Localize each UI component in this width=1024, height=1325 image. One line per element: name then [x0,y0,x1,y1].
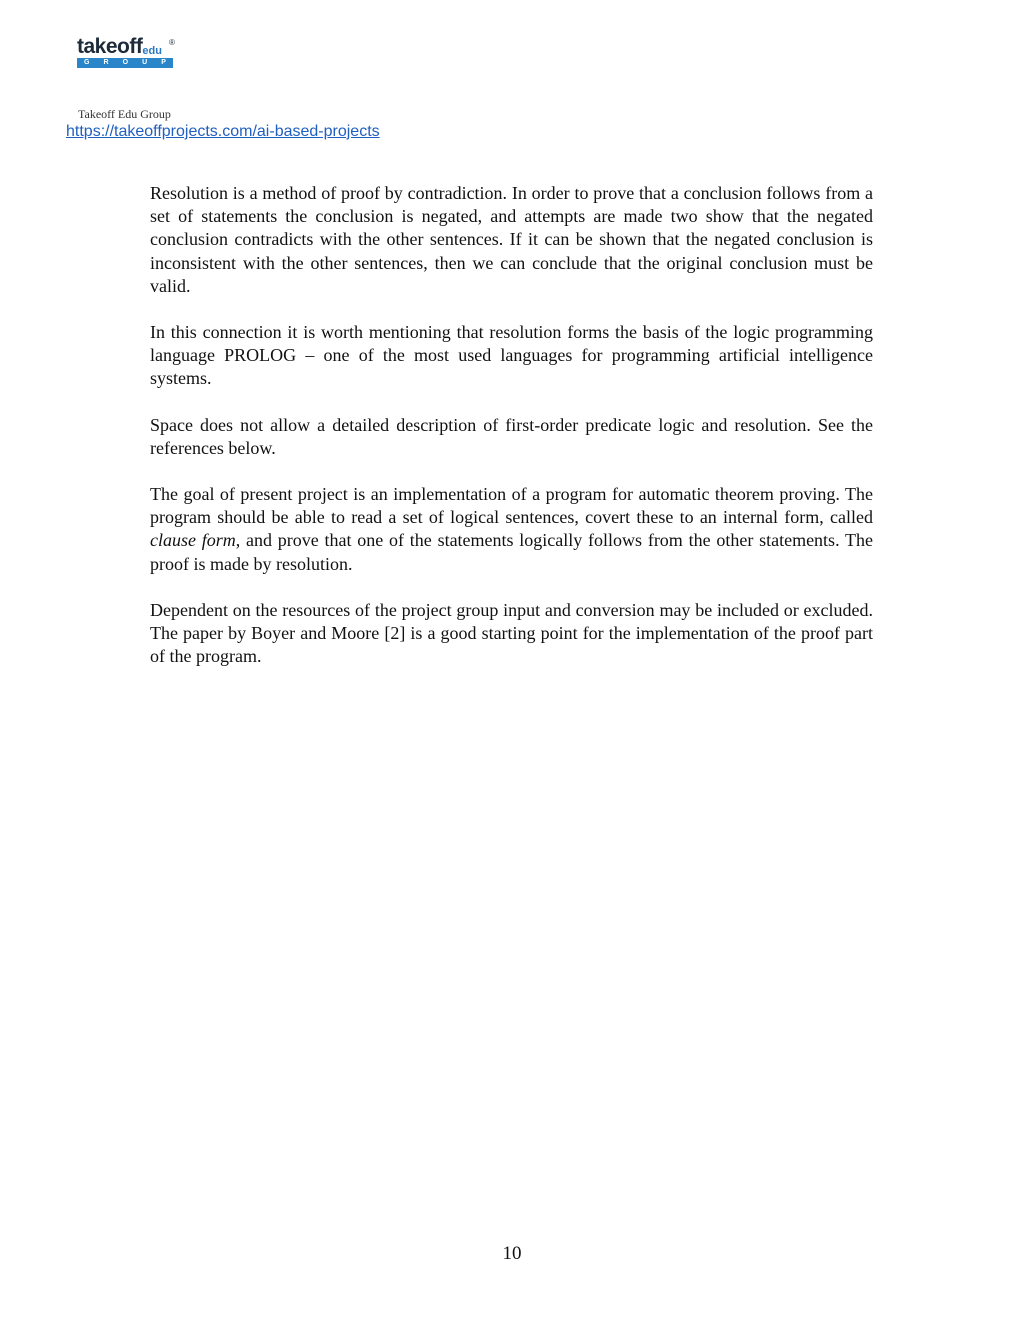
paragraph-resolution: Resolution is a method of proof by contradiction. In order to prove that a conclusion follows from a set of statements the conclusion is negated, and attempts are made two show that the negated conclusion contradicts with the other sentences. If it can be shown that the negated conclusion is inconsistent with the other sentences, then we can conclude that the original conclusion must be valid. [150,183,873,296]
goal-text-before: The goal of present project is an implementation of a program for automatic theorem proving. The program should be able to read a set of logical sentences, covert these to an internal form, called [150,484,873,528]
logo-word-takeoff: takeoff [77,35,143,58]
logo-group-bar [77,58,173,68]
registered-mark: ® [169,38,175,47]
paragraph-project-goal [150,483,873,576]
paragraph-prolog: In this connection it is worth mentioning that resolution forms the basis of the logic programming language PROLOG – one of the most used languages for programming artificial intelligence systems. [150,322,873,389]
company-name: Takeoff Edu Group [78,107,171,121]
logo-group-letter: R [103,59,109,66]
logo-group-letter: G [84,59,90,66]
logo-group-letter: O [122,59,129,66]
takeoff-edu-logo [77,36,177,70]
goal-text-after: , and prove that one of the statements logically follows from the other statements. The proof is made by resolution. [150,530,873,574]
clause-form-term: clause form [150,530,236,551]
logo-word-edu: edu [142,45,162,57]
projects-link[interactable]: https://takeoffprojects.com/ai-based-projects [66,123,380,140]
logo-group-letter: U [142,59,148,66]
page-number: 10 [502,1243,522,1264]
paragraph-resources: Dependent on the resources of the project group input and conversion may be included or excluded. The paper by Boyer and Moore [2] is a good starting point for the implementation of the proof part of the program. [150,599,873,667]
logo-group-letter: P [161,59,166,66]
paragraph-references: Space does not allow a detailed description of first-order predicate logic and resolution. See the references below. [150,414,873,458]
document-body [150,182,873,691]
